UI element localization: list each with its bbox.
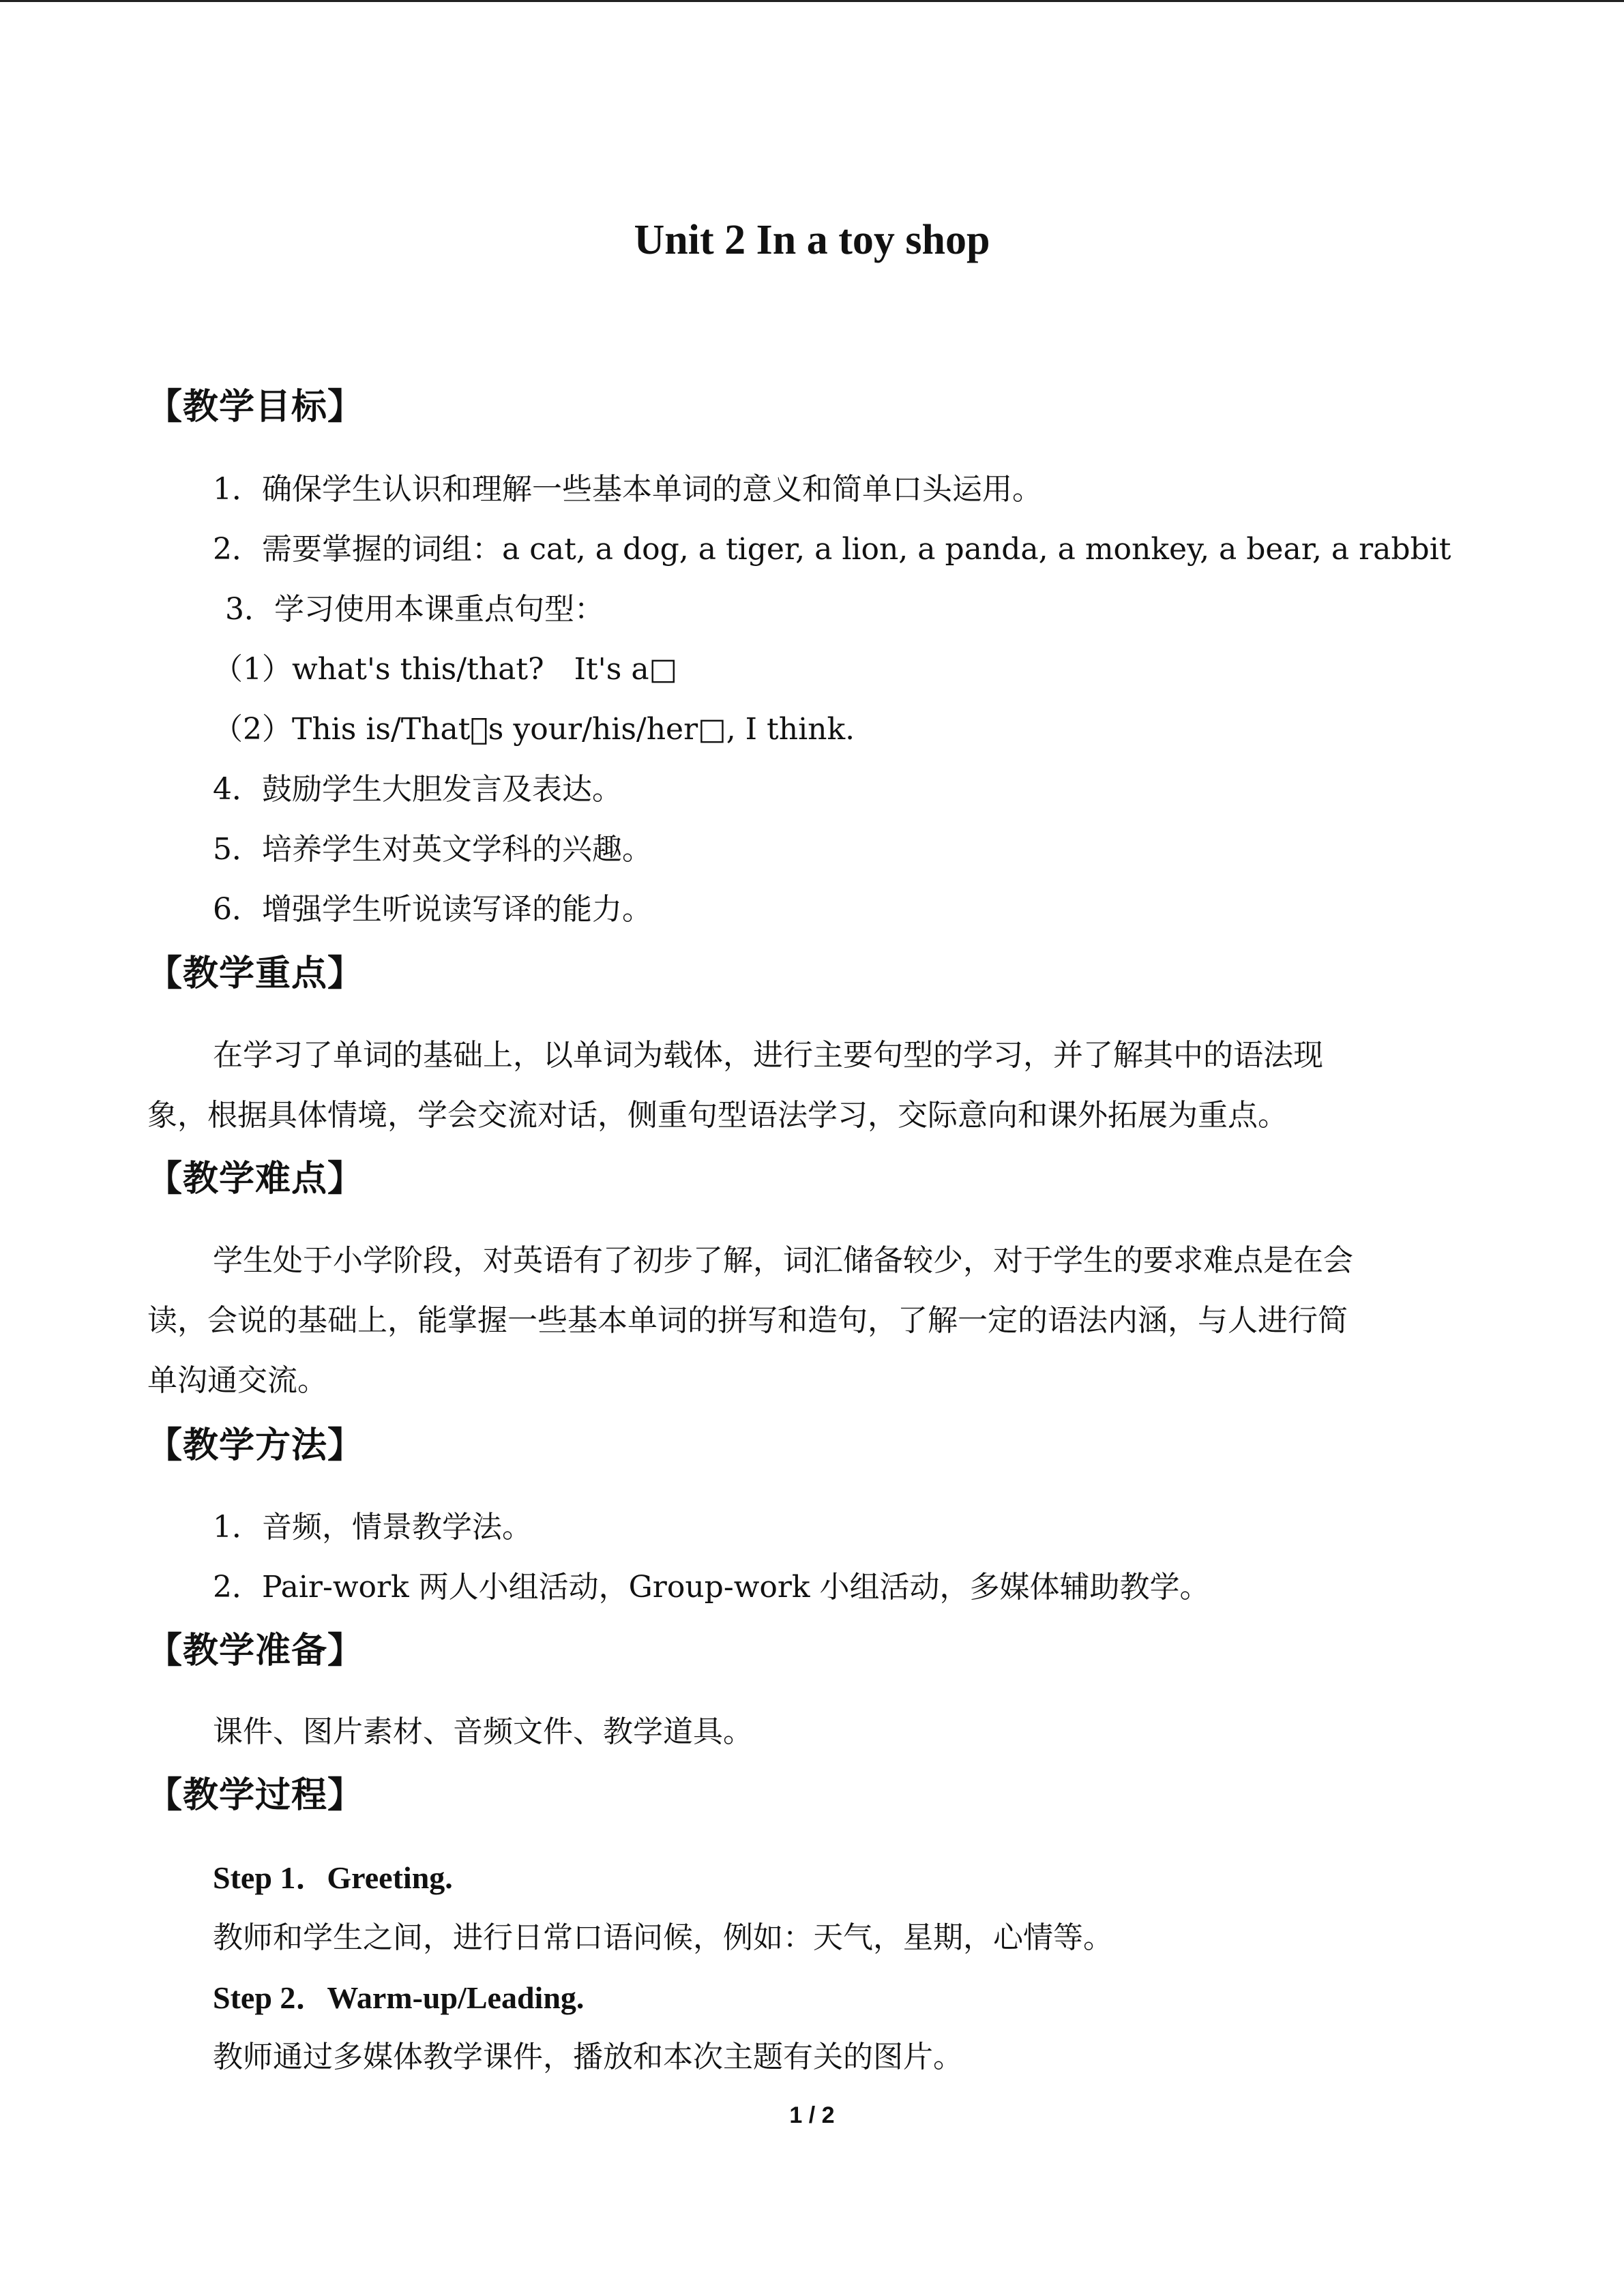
objective-item-5: 5．培养学生对英文学科的兴趣。 bbox=[213, 832, 652, 867]
section-heading-difficulties: 【教学难点】 bbox=[147, 1159, 364, 1199]
method-item-2: 2．Pair-work 两人小组活动，Group-work 小组活动，多媒体辅助教学。 bbox=[213, 1570, 1210, 1605]
preparation-text: 课件、图片素材、音频文件、教学道具。 bbox=[213, 1714, 753, 1749]
objective-item-2: 2．需要掌握的词组：a cat, a dog, a tiger, a lion, a panda, a monkey, a bear, a rabbit bbox=[213, 532, 1451, 567]
section-heading-key-points: 【教学重点】 bbox=[147, 953, 364, 994]
section-heading-preparation: 【教学准备】 bbox=[147, 1630, 364, 1671]
objective-item-1: 1．确保学生认识和理解一些基本单词的意义和简单口头运用。 bbox=[213, 472, 1042, 507]
key-points-line-2: 象，根据具体情境，学会交流对话，侧重句型语法学习，交际意向和课外拓展为重点。 bbox=[147, 1098, 1288, 1133]
section-heading-objectives: 【教学目标】 bbox=[147, 387, 364, 428]
objective-sentence-pattern-1: （1）what's this/that? It's a□ bbox=[213, 652, 678, 687]
difficulties-line-3: 单沟通交流。 bbox=[147, 1363, 327, 1398]
objective-item-4: 4．鼓励学生大胆发言及表达。 bbox=[213, 772, 622, 807]
process-step-1-text: 教师和学生之间，进行日常口语问候，例如：天气，星期，心情等。 bbox=[213, 1920, 1113, 1955]
difficulties-line-1: 学生处于小学阶段，对英语有了初步了解，词汇储备较少，对于学生的要求难点是在会 bbox=[213, 1243, 1353, 1278]
objective-item-3: 3．学习使用本课重点句型： bbox=[225, 592, 604, 627]
document-title: Unit 2 In a toy shop bbox=[634, 217, 990, 263]
objective-sentence-pattern-2: （2）This is/That s your/his/her□, I think. bbox=[213, 712, 855, 747]
objective-item-6: 6．增强学生听说读写译的能力。 bbox=[213, 892, 652, 927]
section-heading-process: 【教学过程】 bbox=[147, 1775, 364, 1816]
key-points-line-1: 在学习了单词的基础上，以单词为载体，进行主要句型的学习，并了解其中的语法现 bbox=[213, 1038, 1323, 1073]
difficulties-line-2: 读，会说的基础上，能掌握一些基本单词的拼写和造句，了解一定的语法内涵，与人进行简 bbox=[147, 1303, 1348, 1338]
process-step-2-title: Step 2．Warm-up/Leading. bbox=[213, 1980, 585, 2015]
method-item-1: 1．音频，情景教学法。 bbox=[213, 1510, 532, 1545]
page-number: 1 / 2 bbox=[789, 2102, 835, 2128]
section-heading-methods: 【教学方法】 bbox=[147, 1425, 364, 1466]
process-step-2-text: 教师通过多媒体教学课件，播放和本次主题有关的图片。 bbox=[213, 2040, 963, 2074]
process-step-1-title: Step 1．Greeting. bbox=[213, 1860, 453, 1895]
